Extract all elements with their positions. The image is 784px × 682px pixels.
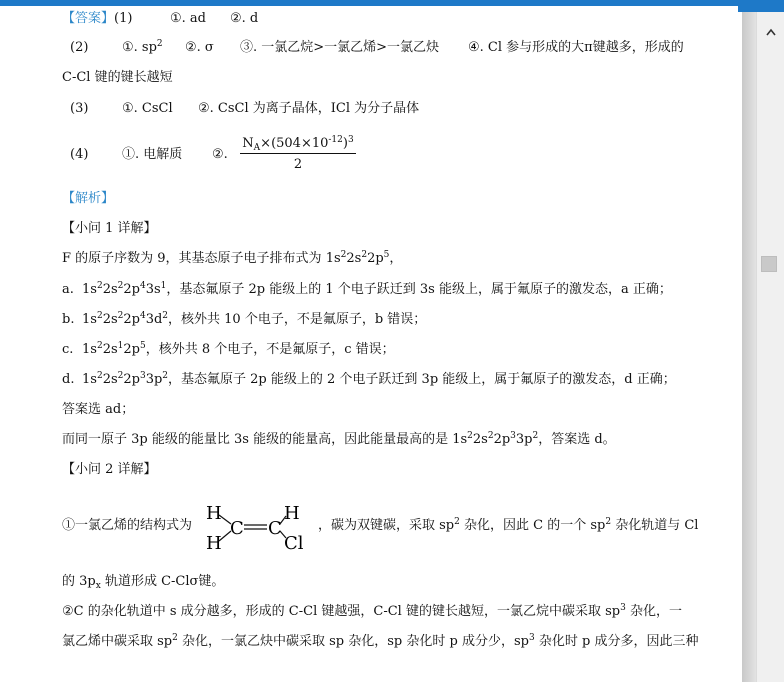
q4-answer-1: ①. 电解质 <box>122 147 183 162</box>
q2-answer-4: ④. Cl 参与形成的大π键越多，形成的 <box>468 40 684 55</box>
option-a-line: a. $1s^22s^22p^43s^1$，基态氟原子 2p 能级上的 1 个电子跃迁到 3s 能级上，属于氟原子的激发态，a 正确； <box>62 281 672 297</box>
atom-h1: H <box>206 503 222 524</box>
window-top-bar <box>0 0 784 6</box>
answer-label: 【答案】 <box>62 11 115 26</box>
fraction-numerator: $N_A\times(504\times 10^{-12})^3$ <box>240 136 356 154</box>
chloroethene-structure <box>200 500 310 554</box>
option-c-line: c. $1s^22s^12p^5$，核外共 8 个电子，不是氟原子，c 错误； <box>62 341 395 357</box>
atom-h3: H <box>284 503 300 524</box>
q2-answer-3: ③. 一氯乙烷>一氯乙烯>一氯乙炔 <box>240 40 440 55</box>
fraction-denominator: 2 <box>293 157 303 172</box>
sub2-line-1b: ，碳为双键碳，采取 $sp^2$ 杂化，因此 C 的一个 $sp^2$ 杂化轨道与 Cl <box>318 517 699 533</box>
sub2-line-4: 氯乙烯中碳采取 $sp^2$ 杂化，一氯乙炔中碳采取 sp 杂化，sp 杂化时 p 成分少，$sp^3$ 杂化时 p 成分多，因此三种 <box>62 633 699 649</box>
q2-answer-2: ②. σ <box>185 40 214 55</box>
energy-line: 而同一原子 3p 能级的能量比 3s 能级的能量高，因此能量最高的是 $1s^22s^22p^33p^2$，答案选 d。 <box>62 431 616 447</box>
q4-number: (4) <box>70 147 89 162</box>
atom-c2: C <box>268 518 282 539</box>
density-fraction <box>240 136 356 172</box>
option-d-line: d. $1s^22s^22p^33p^2$，基态氟原子 2p 能级上的 2 个电子跃迁到 3p 能级上，属于氟原子的激发态，d 正确； <box>62 371 676 387</box>
q2-number: (2) <box>70 40 89 55</box>
window-top-bar-right <box>738 0 784 12</box>
sub2-line-2: 的 $3p_x$ 轨道形成 C-Clσ键。 <box>62 574 225 591</box>
analysis-label: 【解析】 <box>62 191 115 206</box>
answer-line-2 <box>70 39 684 56</box>
vertical-scrollbar[interactable] <box>756 12 784 682</box>
structure-bonds <box>200 500 310 554</box>
answer-line-3 <box>70 101 420 117</box>
atom-cl: Cl <box>284 533 304 554</box>
atom-c1: C <box>230 518 244 539</box>
answer-line-1 <box>62 11 259 27</box>
q1-answer-1: ①. ad <box>170 11 206 26</box>
sub1-title: 【小问 1 详解】 <box>62 221 157 236</box>
fluorine-config-line: F 的原子序数为 9，其基态原子电子排布式为 $1s^22s^22p^5$， <box>62 250 403 266</box>
q1-number: (1) <box>114 11 133 26</box>
q2-answer-1: ①. $sp^2$ <box>122 39 163 55</box>
sub2-title: 【小问 2 详解】 <box>62 462 157 477</box>
q3-answer-2: ②. CsCl 为离子晶体，ICl 为分子晶体 <box>198 101 420 116</box>
sub2-line-1a: ①一氯乙烯的结构式为 <box>62 518 193 533</box>
q3-answer-1: ①. CsCl <box>122 101 173 116</box>
scroll-up-icon[interactable] <box>765 26 777 38</box>
answer-line-4 <box>70 147 228 163</box>
option-b-line: b. $1s^22s^22p^43d^2$，核外共 10 个电子，不是氟原子，b 错误； <box>62 311 427 327</box>
choose-ad-line: 答案选 ad； <box>62 402 135 417</box>
q3-number: (3) <box>70 101 89 116</box>
q2-continuation: C-Cl 键的键长越短 <box>62 70 173 85</box>
page-shadow <box>742 12 756 682</box>
sub2-line-3: ②C 的杂化轨道中 s 成分越多，形成的 C-Cl 键越强，C-Cl 键的键长越短，一氯乙烷中碳采取 $sp^3$ 杂化，一 <box>62 603 682 619</box>
q1-answer-2: ②. d <box>230 11 259 26</box>
atom-h2: H <box>206 533 222 554</box>
q4-answer-2: ②. <box>212 147 228 162</box>
scroll-thumb[interactable] <box>761 256 777 272</box>
